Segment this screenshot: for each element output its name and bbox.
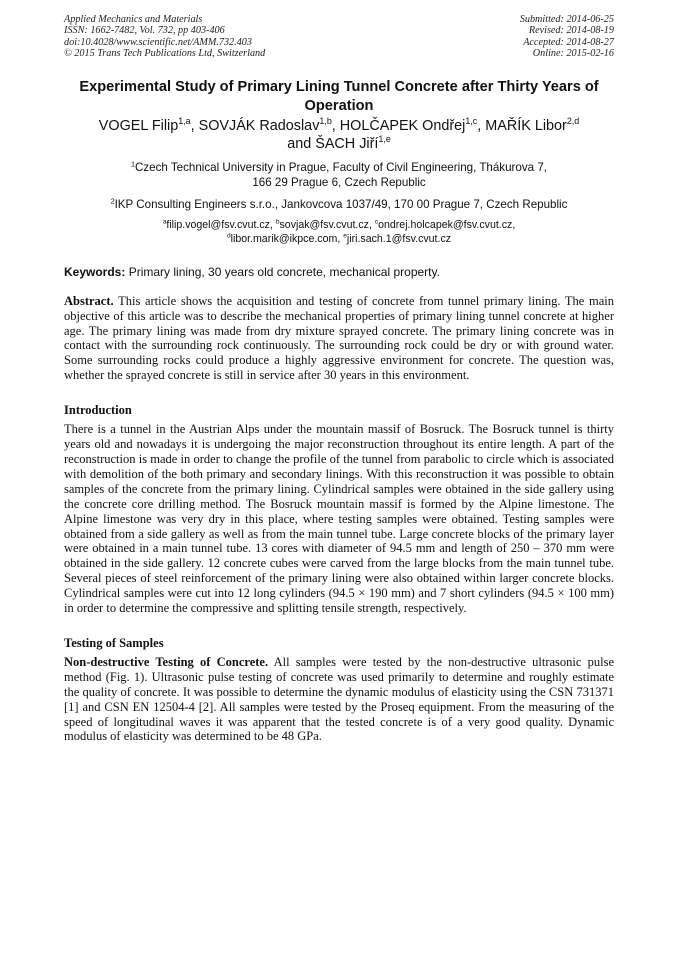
keywords-label: Keywords: xyxy=(64,264,126,279)
abstract-label: Abstract. xyxy=(64,293,114,308)
author-sep: and xyxy=(287,136,316,153)
email-sup: a xyxy=(162,218,167,226)
date-accepted: Accepted: 2014-08-27 xyxy=(523,36,614,48)
email-address: jiri.sach.1@fsv.cvut.cz xyxy=(346,233,452,246)
keywords xyxy=(64,265,614,280)
author-sup: 1,a xyxy=(178,115,191,126)
abstract xyxy=(64,294,614,383)
paper-title: Experimental Study of Primary Lining Tunnel Concrete after Thirty Years of Operation xyxy=(79,78,599,114)
email-address: filip.vogel@fsv.cvut.cz, xyxy=(166,219,276,232)
section-heading-introduction: Introduction xyxy=(64,403,132,418)
section-heading-testing: Testing of Samples xyxy=(64,635,164,650)
author-name: HOLČAPEK Ondřej xyxy=(339,117,466,134)
affiliation-sup: 1 xyxy=(131,158,135,168)
author-list xyxy=(64,117,614,154)
affiliation-2 xyxy=(64,197,614,213)
author-name: ŠACH Jiří xyxy=(315,136,379,153)
author-sep: , xyxy=(477,117,486,134)
affiliation-sup: 2 xyxy=(110,195,115,205)
paper-page xyxy=(64,14,614,744)
journal-info xyxy=(64,14,265,60)
email-address: ondrej.holcapek@fsv.cvut.cz, xyxy=(378,219,516,232)
journal-name: Applied Mechanics and Materials xyxy=(64,14,203,25)
affiliation-line: Czech Technical University in Prague, Faculty of Civil Engineering, Thákurova 7, xyxy=(135,160,547,174)
email-address: libor.marik@ikpce.com, xyxy=(230,233,344,246)
testing-paragraph xyxy=(64,655,614,744)
affiliation-1 xyxy=(64,160,614,191)
subsection-run-in: Non-destructive Testing of Concrete. xyxy=(64,654,269,669)
author-sup: 1,c xyxy=(465,115,478,126)
publication-dates xyxy=(520,14,614,60)
date-revised: Revised: 2014-08-19 xyxy=(528,25,614,37)
author-sep: , xyxy=(331,117,340,134)
email-sup: e xyxy=(343,233,347,241)
journal-header xyxy=(64,14,614,60)
testing-text: All samples were tested by the non-destructive ultrasonic pulse method (Fig. 1). Ultrasonic pulse testing of concrete was used primarily to determine and roughly estimate the quality of concrete. It was possible to determine the dynamic modulus of elasticity using the CSN 731371 [1] and CSN EN 12504-4 [2]. All samples were tested by the Proseq equipment. From the measuring of the speed of longitudinal waves it was apparent that the tested concrete is of a very good quality. Dynamic modulus of elasticity was determined to be 48 GPa. xyxy=(64,654,615,744)
email-sup: b xyxy=(275,218,280,226)
abstract-text: This article shows the acquisition and testing of concrete from tunnel primary lining. The main objective of this article was to describe the mechanical properties of primary lining tunnel concrete at higher age. The primary lining was made from dry mixture sprayed concrete. The primary lining concrete was in contact with the surrounding rock continuously. The surrounding rock could be dry or with ground water. Some surrounding rocks could produce a highly aggressive environment for concrete. The question was, whether the sprayed concrete is still in service after 30 years in this environment. xyxy=(64,293,614,383)
journal-issn: ISSN: 1662-7482, Vol. 732, pp 403-406 xyxy=(64,25,225,37)
journal-copyright: © 2015 Trans Tech Publications Ltd, Switzerland xyxy=(64,48,266,60)
journal-doi: doi:10.4028/www.scientific.net/AMM.732.403 xyxy=(64,36,252,48)
date-submitted: Submitted: 2014-06-25 xyxy=(519,14,614,25)
author-sep: , xyxy=(190,117,199,134)
email-sup: d xyxy=(226,233,231,241)
email-sup: c xyxy=(374,218,379,226)
author-name: VOGEL Filip xyxy=(98,117,179,134)
keywords-text: Primary lining, 30 years old concrete, mechanical property. xyxy=(125,264,440,279)
email-address: sovjak@fsv.cvut.cz, xyxy=(279,219,375,232)
author-sup: 2,d xyxy=(566,115,580,126)
author-name: MAŘÍK Libor xyxy=(485,117,567,134)
affiliation-line: IKP Consulting Engineers s.r.o., Jankovcova 1037/49, 170 00 Prague 7, Czech Republic xyxy=(114,197,568,211)
author-name: SOVJÁK Radoslav xyxy=(198,117,320,134)
date-online: Online: 2015-02-16 xyxy=(532,48,614,60)
author-sup: 1,e xyxy=(378,134,391,145)
introduction-paragraph: There is a tunnel in the Austrian Alps under the mountain massif of Bosruck. The Bosruck tunnel is thirty years old and nowadays it is undergoing the major reconstruction throughout its entire length. A part of the reconstruction is made in order to change the profile of the tunnel from parabolic to circle which is associated with demolition of the both primary and secondary linings. With this reconstruction it was possible to obtain samples of the concrete from the primary lining. Cylindrical samples were obtained in the side gallery using the concrete core drilling method. The Bosruck mountain massif is formed by the Alpine limestone. The Alpine limestone was very dry in this place, where testing samples were obtained. Testing samples were obtained from a side gallery as well as from the main tunnel tube. Large concrete blocks of the primary layer were obtained in a main tunnel tube. 13 cores with diameter of 94.5 mm and length of 250 – 370 mm were obtained in the side gallery. 12 concrete cubes were carved from the large blocks from the main tunnel tube. Several pieces of steel reinforcement of the primary lining were also obtained within larger concrete blocks. Cylindrical samples were cut into 12 long cylinders (94.5 × 190 mm) and 7 short cylinders (94.5 × 100 mm) in order to determine the compressive and splitting tensile strength, respectively. xyxy=(64,422,614,616)
affiliation-line: 166 29 Prague 6, Czech Republic xyxy=(252,176,426,190)
author-sup: 1,b xyxy=(319,115,332,126)
author-emails xyxy=(64,218,614,247)
